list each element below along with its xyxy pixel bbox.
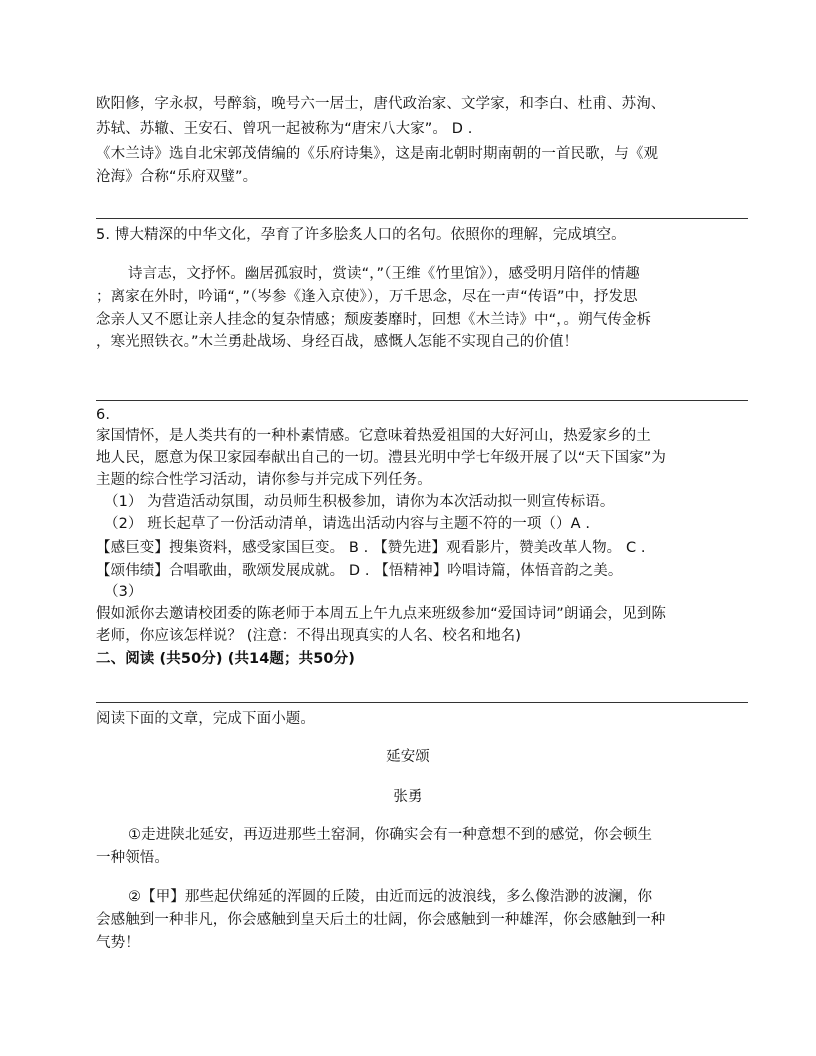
text-line: （3） <box>104 584 143 600</box>
text-line: 《木兰诗》选自北宋郭茂倩编的《乐府诗集》，这是南北朝时期南朝的一首民歌，与《观 <box>96 146 659 162</box>
text-line: 假如派你去邀请校团委的陈老师于本周五上午九点来班级参加“爱国诗词”朗诵会，见到陈 <box>96 606 667 622</box>
text-line: ，寒光照铁衣。”木兰勇赴战场、身经百战，感慨人怎能不实现自己的价值！ <box>96 334 579 350</box>
text-line: ；离家在外时，吟诵“，”（岑参《逢入京使》），万千思念，尽在一声“传语”中，抒发思 <box>96 289 638 305</box>
paragraph-1-line: 一种领悟。 <box>96 850 169 866</box>
text-line: （1） 为营造活动氛围，动员师生积极参加，请你为本次活动拟一则宣传标语。 <box>104 494 615 510</box>
text-line: 地人民，愿意为保卫家园奉献出自己的一切。澧县光明中学七年级开展了以“天下国家”为 <box>96 450 667 466</box>
question-5-title: 5. 博大精深的中华文化，孕育了许多脍炙人口的名句。依照你的理解，完成填空。 <box>96 227 626 243</box>
paragraph-2-line: ②【甲】那些起伏绵延的浑圆的丘陵，由近而远的波浪线，多么像浩渺的波澜，你 <box>128 889 653 905</box>
text-line: （2） 班长起草了一份活动清单，请选出活动内容与主题不符的一项（）A . <box>104 516 591 532</box>
passage-author: 张勇 <box>393 789 423 805</box>
paragraph-2-line: 气势！ <box>96 935 140 951</box>
paragraph-1-line: ①走进陕北延安，再迈进那些土窑洞，你确实会有一种意想不到的感觉，你会顿生 <box>128 827 653 843</box>
text-line: 【感巨变】搜集资料，感受家国巨变。 B . 【赞先进】观看影片，赞美改革人物。 C . <box>96 540 646 556</box>
text-line: 【颂伟绩】合唱歌曲，歌颂发展成就。 D . 【悟精神】吟唱诗篇，体悟音韵之美。 <box>96 563 623 579</box>
question-6-number: 6. <box>96 407 111 423</box>
divider <box>96 218 748 219</box>
text-line: 苏轼、苏辙、王安石、曾巩一起被称为“唐宋八大家”。 D . <box>96 121 473 137</box>
text-line: 主题的综合性学习活动，请你参与并完成下列任务。 <box>96 472 432 488</box>
divider <box>96 400 748 401</box>
text-line: 欧阳修，字永叔，号醉翁，晚号六一居士，唐代政治家、文学家，和李白、杜甫、苏洵、 <box>96 96 666 112</box>
text-line: 念亲人又不愿让亲人挂念的复杂情感；颓废萎靡时，回想《木兰诗》中“，。朔气传金柝 <box>96 312 652 328</box>
passage-title: 延安颂 <box>386 749 430 765</box>
divider <box>96 702 748 703</box>
reading-instruction: 阅读下面的文章，完成下面小题。 <box>96 711 315 727</box>
section-heading: 二、阅读 (共50分) (共14题；共50分) <box>96 651 355 667</box>
text-line: 家国情怀，是人类共有的一种朴素情感。它意味着热爱祖国的大好河山，热爱家乡的土 <box>96 428 651 444</box>
paragraph-2-line: 会感触到一种非凡，你会感触到皇天后土的壮阔，你会感触到一种雄浑，你会感触到一种 <box>96 912 666 928</box>
text-line: 沧海》合称“乐府双璧”。 <box>96 169 258 185</box>
text-line: 老师，你应该怎样说？ (注意：不得出现真实的人名、校名和地名) <box>96 628 522 644</box>
text-line: 诗言志，文抒怀。幽居孤寂时，赏读“，”（王维《竹里馆》），感受明月陪伴的情趣 <box>128 266 640 282</box>
